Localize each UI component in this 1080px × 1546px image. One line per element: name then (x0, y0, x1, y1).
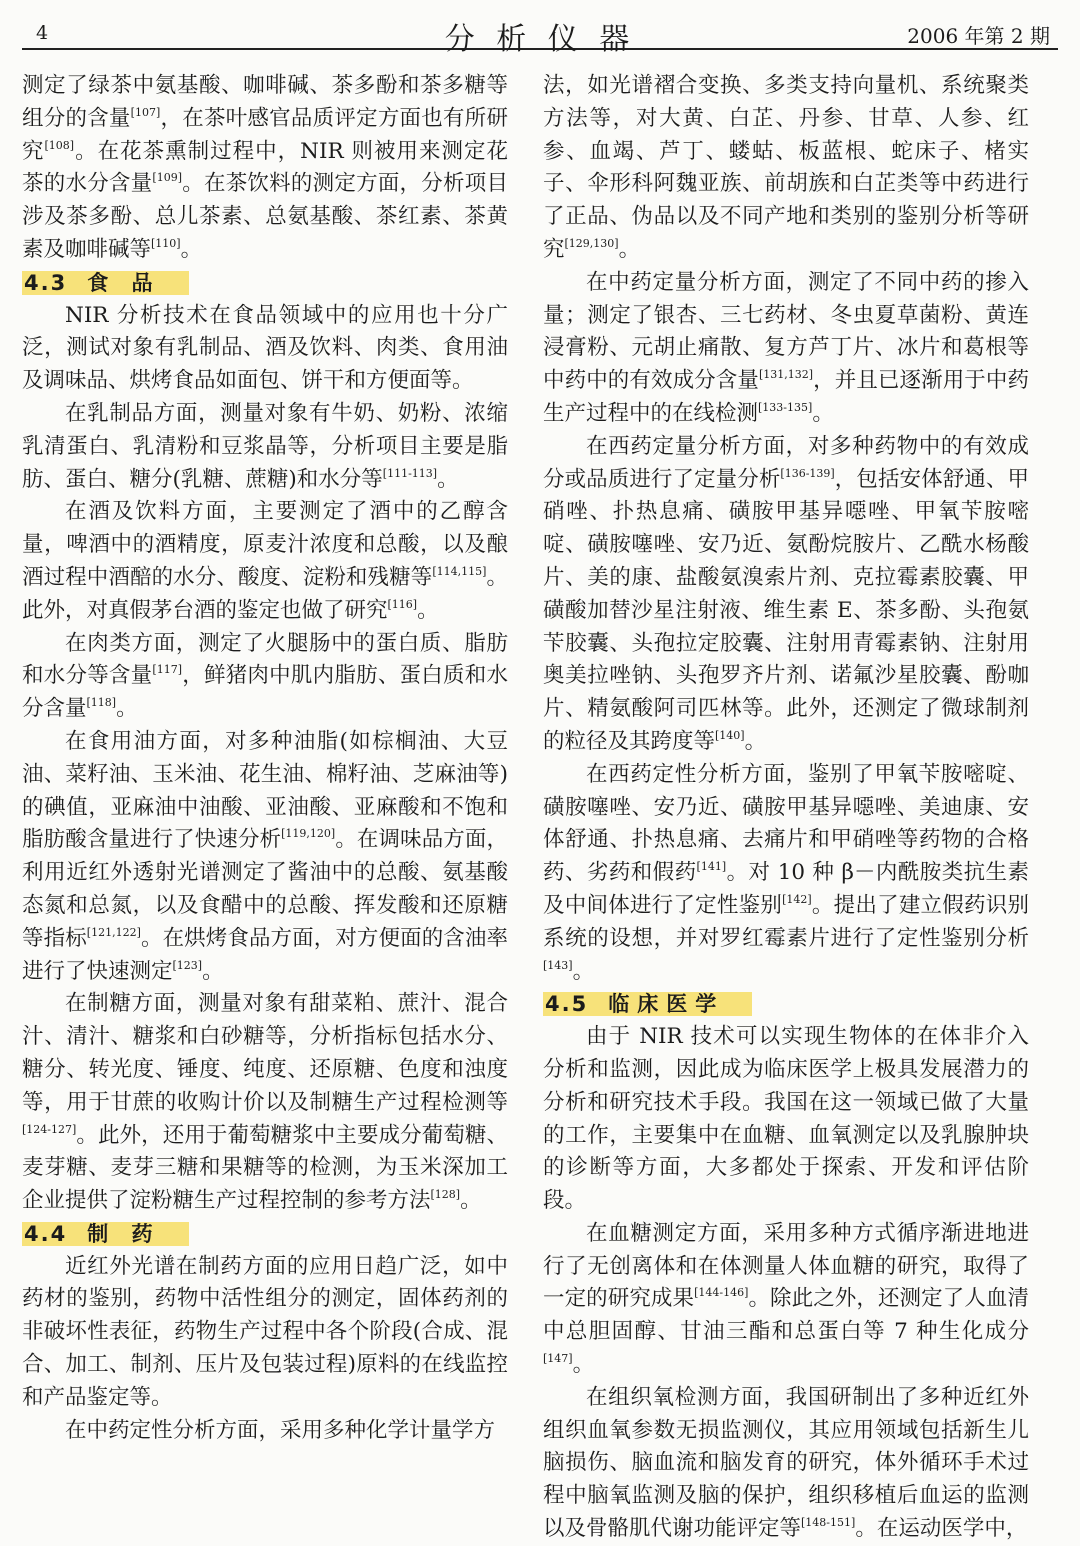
paragraph: 在肉类方面，测定了火腿肠中的蛋白质、脂肪和水分等含量[117]，鲜猪肉中肌内脂肪、蛋白质和水分含量[118]。 (22, 630, 508, 722)
section-heading-4-3: 4.3 食 品 (22, 267, 508, 300)
citation: [148-151] (801, 1516, 856, 1530)
paragraph: 在血糖测定方面，采用多种方式循序渐进地进行了无创离体和在体测量人体血糖的研究，取得了一定的研究成果[144-146]。除此之外，还测定了人血清中总胆固醇、甘油三酯和总蛋白等 7 种生化成分[147]。 (543, 1220, 1029, 1378)
issue-label: 2006 年第 2 期 (907, 24, 1050, 48)
citation: [136-139] (780, 466, 835, 480)
citation: [124-127] (22, 1122, 77, 1136)
paragraph: 在中药定量分析方面，测定了不同中药的掺入量；测定了银杏、三七药材、冬虫夏草菌粉、黄连浸膏粉、元胡止痛散、复方芦丁片、冰片和葛根等中药中的有效成分含量[131,132]，并且已逐渐用于中药生产过程中的在线检测[133-135]。 (543, 269, 1029, 426)
citation: [128] (430, 1188, 461, 1202)
section-heading-4-4: 4.4 制 药 (22, 1218, 508, 1251)
citation: [140] (715, 728, 745, 742)
section-heading-4-5: 4.5 临床医学 (543, 988, 1029, 1021)
journal-title: 分 析 仪 器 (444, 22, 636, 57)
paragraph: 在酒及饮料方面，主要测定了酒中的乙醇含量，啤酒中的酒精度，原麦汁浓度和总酸，以及酿酒过程中酒醅的水分、酸度、淀粉和残糖等[114,115]。此外，对真假茅台酒的鉴定也做了研究[116]。 (22, 499, 508, 623)
citation: [109] (152, 171, 182, 185)
citation: [114,115] (432, 564, 487, 578)
paragraph: 在乳制品方面，测量对象有牛奶、奶粉、浓缩乳清蛋白、乳清粉和豆浆晶等，分析项目主要是脂肪、蛋白、糖分(乳糖、蔗糖)和水分等[111-113]。 (22, 400, 508, 492)
citation: [123] (172, 958, 203, 972)
citation: [107] (130, 105, 161, 119)
citation: [111-113] (382, 466, 438, 480)
page-number: 4 (36, 22, 49, 44)
paragraph: 近红外光谱在制药方面的应用日趋广泛，如中药材的鉴别，药物中活性组分的测定，固体药剂的非破坏性表征，药物生产过程中各个阶段(合成、混合、加工、制剂、压片及包装过程)原料的在线监控和产品鉴定等。 (22, 1253, 508, 1410)
citation: [121,122] (86, 925, 141, 939)
citation: [141] (696, 860, 727, 874)
citation: [129,130] (564, 236, 619, 250)
paragraph: 法，如光谱褶合变换、多类支持向量机、系统聚类方法等，对大黄、白芷、丹参、甘草、人参、红参、血竭、芦丁、蝼蛄、板蓝根、蛇床子、楮实子、伞形科阿魏亚族、前胡族和白芷类等中药进行了正品、伪品以及不同产地和类别的鉴别分析等研究[129,130]。 (543, 73, 1029, 262)
citation: [108] (44, 138, 75, 152)
citation: [110] (151, 236, 181, 250)
paragraph: 在食用油方面，对多种油脂(如棕榈油、大豆油、菜籽油、玉米油、花生油、棉籽油、芝麻油等)的碘值，亚麻油中油酸、亚油酸、亚麻酸和不饱和脂肪酸含量进行了快速分析[119,120]。在调味品方面，利用近红外透射光谱测定了酱油中的总酸、氨基酸态氮和总氮，以及食醋中的总酸、挥发酸和还原糖等指标[121,122]。在烘烤食品方面，对方便面的含油率进行了快速测定[123]。 (22, 728, 508, 984)
citation: [118] (86, 696, 117, 710)
paragraph: NIR 分析技术在食品领域中的应用也十分广泛，测试对象有乳制品、酒及饮料、肉类、食用油及调味品、烘烤食品如面包、饼干和方便面等。 (22, 302, 508, 394)
paragraph: 在组织氧检测方面，我国研制出了多种近红外组织血氧参数无损监测仪，其应用领域包括新生儿脑损伤、脑血流和脑发育的研究，体外循环手术过程中脑氧监测及脑的保护，组织移植后血运的监测以及骨骼肌代谢功能评定等[148-151]。在运动医学中， (543, 1384, 1029, 1542)
paragraph: 在制糖方面，测量对象有甜菜粕、蔗汁、混合汁、清汁、糖浆和白砂糖等，分析指标包括水分、糖分、转光度、锤度、纯度、还原糖、色度和浊度等，用于甘蔗的收购计价以及制糖生产过程检测等[124-127]。此外，还用于葡萄糖浆中主要成分葡萄糖、麦芽糖、麦芽三糖和果糖等的检测，为玉米深加工企业提供了淀粉糖生产过程控制的参考方法[128]。 (22, 991, 508, 1214)
citation: [116] (387, 597, 418, 611)
citation: [133-135] (758, 400, 813, 414)
left-column (22, 70, 508, 1447)
citation: [131,132] (758, 368, 814, 382)
citation: [144-146] (694, 1286, 749, 1300)
page-header (22, 8, 1058, 57)
paragraph: 在西药定性分析方面，鉴别了甲氧苄胺嘧啶、磺胺噻唑、安乃近、磺胺甲基异噁唑、美迪康、安体舒通、扑热息痛、去痛片和甲硝唑等药物的合格药、劣药和假药[141]。对 10 种 β－内酰胺类抗生素及中间体进行了定性鉴别[142]。提出了建立假药识别系统的设想，并对罗红霉素片进行了定性鉴别分析[143]。 (543, 761, 1029, 984)
paragraph: 测定了绿茶中氨基酸、咖啡碱、茶多酚和茶多糖等组分的含量[107]，在茶叶感官品质评定方面也有所研究[108]。在花茶熏制过程中，NIR 则被用来测定花茶的水分含量[109]。在茶饮料的测定方面，分析项目涉及茶多酚、总儿茶素、总氨基酸、茶红素、茶黄素及咖啡碱等[110]。 (22, 73, 508, 262)
citation: [143] (543, 958, 573, 972)
paragraph: 在西药定量分析方面，对多种药物中的有效成分或品质进行了定量分析[136-139]，包括安体舒通、甲硝唑、扑热息痛、磺胺甲基异噁唑、甲氧苄胺嘧啶、磺胺噻唑、安乃近、氨酚烷胺片、乙酰水杨酸片、美的康、盐酸氨溴索片剂、克拉霉素胶囊、甲磺酸加替沙星注射液、维生素 E、茶多酚、头孢氨苄胶囊、头孢拉定胶囊、注射用青霉素钠、注射用奥美拉唑钠、头孢罗齐片剂、诺氟沙星胶囊、酚咖片、精氨酸阿司匹林等。此外，还测定了微球制剂的粒径及其跨度等[140]。 (543, 433, 1029, 754)
right-column (543, 70, 1029, 1546)
paragraph: 由于 NIR 技术可以实现生物体的在体非介入分析和监测，因此成为临床医学上极具发展潜力的分析和研究技术手段。我国在这一领域已做了大量的工作，主要集中在血糖、血氧测定以及乳腺肿块的诊断等方面，大多都处于探索、开发和评估阶段。 (543, 1024, 1029, 1214)
paragraph: 在中药定性分析方面，采用多种化学计量学方 (65, 1417, 496, 1443)
citation: [142] (782, 892, 812, 906)
citation: [147] (543, 1352, 573, 1366)
citation: [119,120] (281, 827, 336, 841)
citation: [117] (152, 663, 182, 677)
